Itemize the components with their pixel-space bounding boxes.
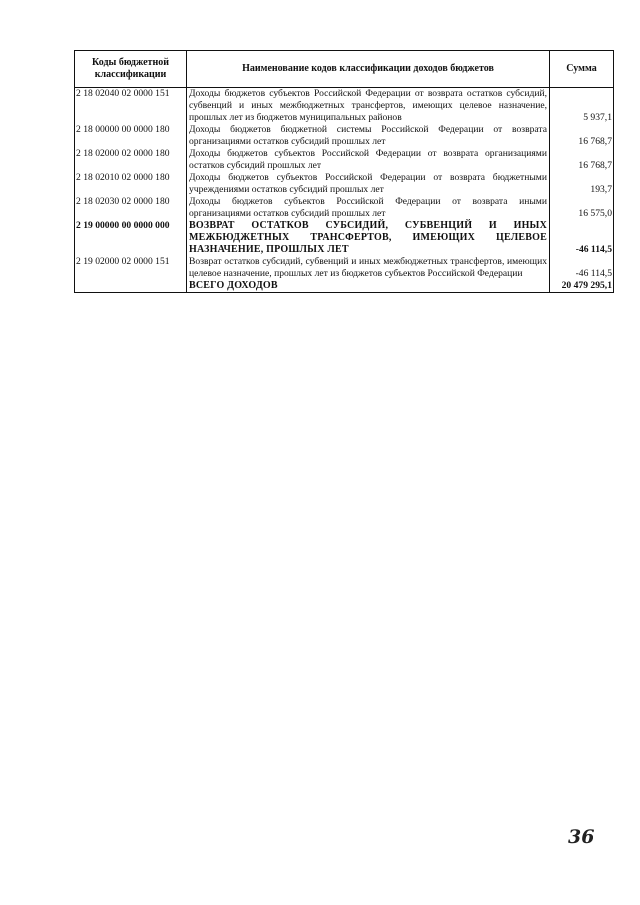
row-name: Доходы бюджетов субъектов Российской Федерации от возврата бюджетными учреждениями остатков субсидий прошлых лет [187, 172, 550, 196]
row-name: ВСЕГО ДОХОДОВ [187, 280, 550, 293]
table-row-total [75, 280, 614, 293]
row-code: 2 18 00000 00 0000 180 [75, 124, 187, 148]
row-amount: 193,7 [550, 172, 614, 196]
header-codes: Коды бюджетной классификации [75, 51, 187, 88]
row-amount: -46 114,5 [550, 256, 614, 280]
row-amount: 16 575,0 [550, 196, 614, 220]
row-name: Доходы бюджетов субъектов Российской Федерации от возврата остатков субсидий, субвенций и иных межбюджетных трансфертов, имеющих целевое назначение, прошлых лет из бюджетов муниципальных районов [187, 88, 550, 125]
page-number: 36 [568, 826, 595, 848]
row-name: Доходы бюджетов бюджетной системы Российской Федерации от возврата организациями остатков субсидий прошлых лет [187, 124, 550, 148]
table-header-row [75, 51, 614, 88]
row-code: 2 18 02040 02 0000 151 [75, 88, 187, 125]
table-row [75, 88, 614, 125]
header-name: Наименование кодов классификации доходов бюджетов [187, 51, 550, 88]
row-code: 2 18 02010 02 0000 180 [75, 172, 187, 196]
row-amount: 5 937,1 [550, 88, 614, 125]
row-code: 2 18 02030 02 0000 180 [75, 196, 187, 220]
table-row [75, 148, 614, 172]
row-code: 2 18 02000 02 0000 180 [75, 148, 187, 172]
row-code [75, 280, 187, 293]
row-code: 2 19 00000 00 0000 000 [75, 220, 187, 256]
row-name: ВОЗВРАТ ОСТАТКОВ СУБСИДИЙ, СУБВЕНЦИЙ И ИНЫХ МЕЖБЮДЖЕТНЫХ ТРАНСФЕРТОВ, ИМЕЮЩИХ ЦЕЛЕВОЕ НАЗНАЧЕНИЕ, ПРОШЛЫХ ЛЕТ [187, 220, 550, 256]
table-row [75, 220, 614, 256]
table-row [75, 172, 614, 196]
row-name: Доходы бюджетов субъектов Российской Федерации от возврата организациями остатков субсидий прошлых лет [187, 148, 550, 172]
revenue-table [74, 50, 614, 293]
row-name: Доходы бюджетов субъектов Российской Федерации от возврата иными организациями остатков субсидий прошлых лет [187, 196, 550, 220]
row-code: 2 19 02000 02 0000 151 [75, 256, 187, 280]
table-row [75, 256, 614, 280]
header-amount: Сумма [550, 51, 614, 88]
row-amount: 20 479 295,1 [550, 280, 614, 293]
row-amount: 16 768,7 [550, 148, 614, 172]
row-name: Возврат остатков субсидий, субвенций и иных межбюджетных трансфертов, имеющих целевое назначение, прошлых лет из бюджетов субъектов Российской Федерации [187, 256, 550, 280]
row-amount: -46 114,5 [550, 220, 614, 256]
table-row [75, 124, 614, 148]
table-row [75, 196, 614, 220]
row-amount: 16 768,7 [550, 124, 614, 148]
